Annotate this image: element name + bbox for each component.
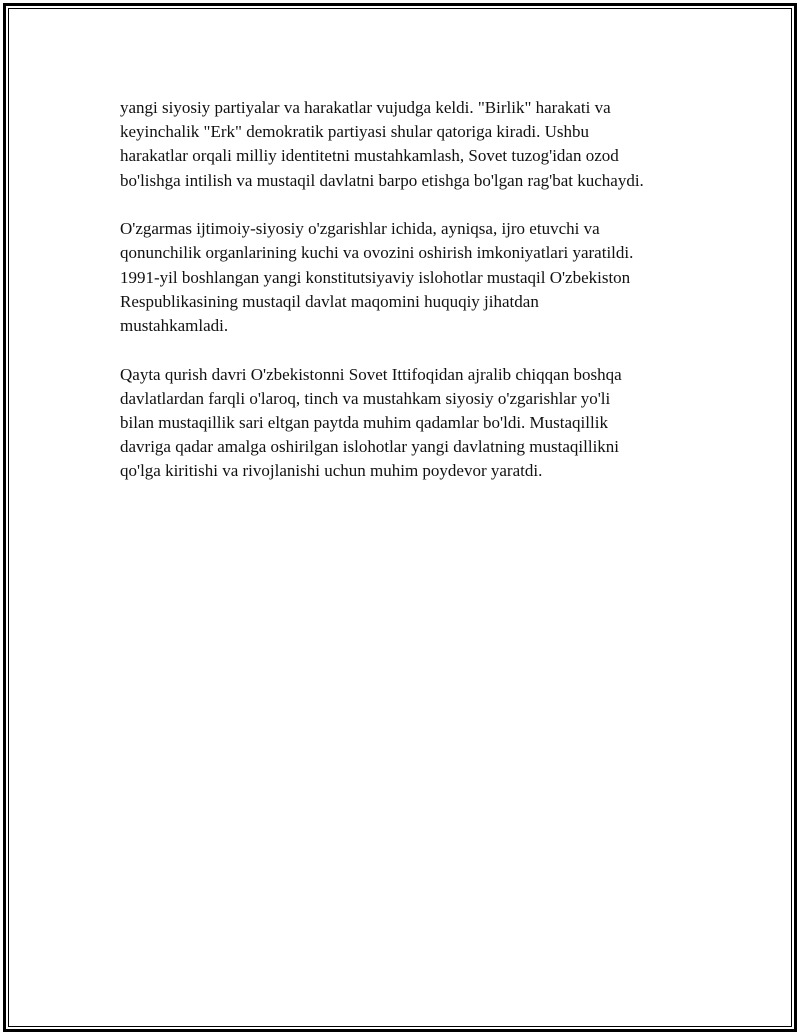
document-body bbox=[120, 96, 720, 508]
text-line: O'zgarmas ijtimoiy-siyosiy o'zgarishlar ichida, ayniqsa, ijro etuvchi va bbox=[120, 219, 600, 239]
text-line: bo'lishga intilish va mustaqil davlatni barpo etishga bo'lgan rag'bat kuchaydi. bbox=[120, 170, 644, 190]
text-line: harakatlar orqali milliy identitetni mustahkamlash, Sovet tuzog'idan ozod bbox=[120, 146, 619, 166]
paragraph-2 bbox=[120, 217, 720, 338]
text-line: keyinchalik "Erk" demokratik partiyasi shular qatoriga kiradi. Ushbu bbox=[120, 122, 589, 142]
text-line: mustahkamladi. bbox=[120, 316, 229, 336]
text-line: yangi siyosiy partiyalar va harakatlar vujudga keldi. "Birlik" harakati va bbox=[120, 98, 611, 117]
text-line: Respublikasining mustaqil davlat maqomini huquqiy jihatdan bbox=[120, 291, 539, 311]
text-line: qo'lga kiritishi va rivojlanishi uchun muhim poydevor yaratdi. bbox=[120, 461, 543, 481]
text-line: davriga qadar amalga oshirilgan islohotlar yangi davlatning mustaqillikni bbox=[120, 437, 620, 457]
paragraph-3 bbox=[120, 363, 720, 484]
paragraph-1 bbox=[120, 96, 720, 193]
text-line: Qayta qurish davri O'zbekistonni Sovet Ittifoqidan ajralib chiqqan boshqa bbox=[120, 364, 622, 384]
page-border bbox=[3, 3, 797, 1032]
text-line: davlatlardan farqli o'laroq, tinch va mustahkam siyosiy o'zgarishlar yo'li bbox=[120, 388, 611, 408]
text-line: bilan mustaqillik sari eltgan paytda muhim qadamlar bo'ldi. Mustaqillik bbox=[120, 413, 608, 433]
text-line: qonunchilik organlarining kuchi va ovozini oshirish imkoniyatlari yaratildi. bbox=[120, 243, 634, 263]
text-line: 1991-yil boshlangan yangi konstitutsiyaviy islohotlar mustaqil O'zbekiston bbox=[120, 267, 631, 287]
